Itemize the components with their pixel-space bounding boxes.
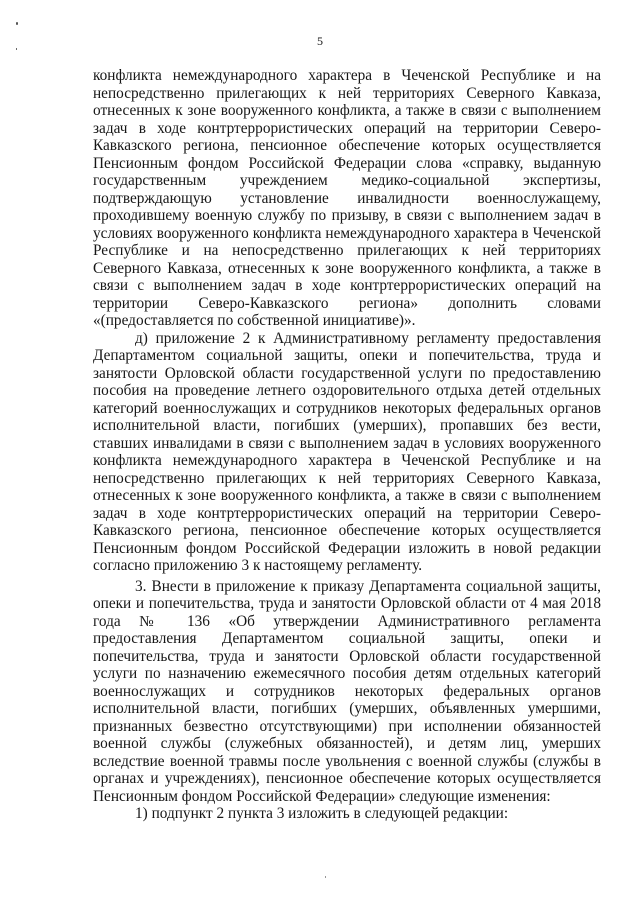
margin-speck [16, 22, 18, 25]
paragraph-continuation: конфликта немеждународного характера в Чеченской Республике и на непосредственно прилегающих к ней территориях Северного Кавказа, отнесенных к зоне вооруженного конфликта, а также в связи с выполнением задач в ходе контртеррористических операций на территории Северо-Кавказского региона, пенсионное обеспечение которых осуществляется Пенсионным фондом Российской Федерации слова «справку, выданную государственным учреждением медико-социальной экспертизы, подтверждающую установление инвалидности военнослужащему, проходившему военную службу по призыву, в связи с выполнением задач в условиях вооруженного конфликта немеждународного характера в Чеченской Республике и на непосредственно прилегающих к ней территориях Северного Кавказа, отнесенных к зоне вооруженного конфликта, а также в связи с выполнением задач в ходе контртеррористических операций на территории Северо-Кавказского региона» дополнить словами «(предоставляется по собственной инициативе)». [93, 67, 601, 329]
paragraph-subitem-1: 1) подпункт 2 пункта 3 изложить в следующей редакции: [135, 805, 509, 822]
paragraph-item-d: д) приложение 2 к Административному регламенту предоставления Департаментом социальной защиты, опеки и попечительства, труда и занятости Орловской области государственной услуги по предоставлению пособия на проведение летнего оздоровительного отдыха детей отдельных категорий военнослужащих и сотрудников некоторых федеральных органов исполнительной власти, погибших (умерших), пропавших без вести, ставших инвалидами в связи с выполнением задач в условиях вооруженного конфликта немеждународного характера в Чеченской Республике и на непосредственно прилегающих к ней территориях Северного Кавказа, отнесенных к зоне вооруженного конфликта, а также в связи с выполнением задач в ходе контртеррористических операций на территории Северо-Кавказского региона, пенсионное обеспечение которых осуществляется Пенсионным фондом Российской Федерации изложить в новой редакции согласно приложению 3 к настоящему регламенту. [93, 329, 601, 574]
document-body [93, 67, 601, 823]
margin-speck [325, 876, 326, 878]
margin-speck [16, 48, 17, 50]
paragraph-item-3: 3. Внести в приложение к приказу Департамента социальной защиты, опеки и попечительства, труда и занятости Орловской области от 4 мая 2018 года № 136 «Об утверждении Административного регламента предоставления Департаментом социальной защиты, опеки и попечительства, труда и занятости Орловской области государственной услуги по назначению ежемесячного пособия детям отдельных категорий военнослужащих и сотрудников некоторых федеральных органов исполнительной власти, погибших (умерших, объявленных умершими, признанных безвестно отсутствующими) при исполнении обязанностей военной службы (служебных обязанностей), и детям лиц, умерших вследствие военной травмы после увольнения с военной службы (службы в органах и учреждениях), пенсионное обеспечение которых осуществляется Пенсионным фондом Российской Федерации» следующие изменения: [93, 577, 601, 805]
page-number: 5 [317, 34, 323, 48]
